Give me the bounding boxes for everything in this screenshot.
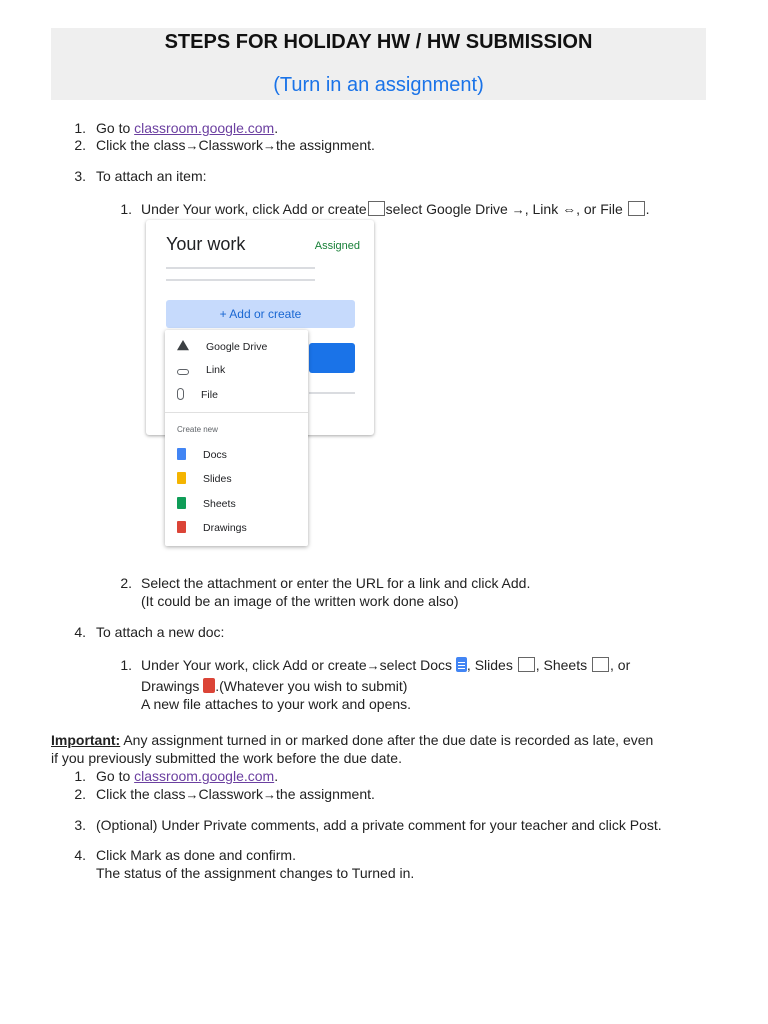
step-3-2-line2: (It could be an image of the written work done also) xyxy=(141,593,459,609)
step-4: To attach a new doc: xyxy=(96,624,225,640)
list-number: 3. xyxy=(74,817,86,833)
status-badge: Assigned xyxy=(314,240,360,252)
step-4-1-line3: A new file attaches to your work and opens. xyxy=(141,696,412,712)
classroom-link[interactable]: classroom.google.com xyxy=(134,120,275,136)
page-header xyxy=(51,28,706,100)
important-step-4-line2: The status of the assignment changes to Turned in. xyxy=(96,865,415,881)
add-menu xyxy=(165,330,308,546)
menu-item-drawings[interactable]: Drawings xyxy=(177,521,247,534)
list-number: 2. xyxy=(74,786,86,802)
list-number: 1. xyxy=(120,657,132,673)
list-number: 1. xyxy=(120,201,132,217)
list-number: 4. xyxy=(74,624,86,640)
page-subtitle: (Turn in an assignment) xyxy=(273,74,484,96)
link-icon xyxy=(177,369,189,375)
menu-item-link[interactable]: Link xyxy=(177,364,225,376)
important-line2: if you previously submitted the work before the due date. xyxy=(51,750,402,766)
google-drive-icon xyxy=(177,340,189,352)
important-step-1: Go to classroom.google.com. xyxy=(96,768,279,784)
step-4-1-line2: Drawings .(Whatever you wish to submit) xyxy=(141,678,408,694)
turn-in-button[interactable] xyxy=(309,343,355,373)
step-3-2-line1: Select the attachment or enter the URL for a link and click Add. xyxy=(141,575,531,591)
important-line1: Important: Any assignment turned in or marked done after the due date is recorded as late, even xyxy=(51,732,654,748)
placeholder-line xyxy=(309,392,355,394)
link-icon: ⇔ xyxy=(562,201,577,217)
step-4-1-line1: Under Your work, click Add or create→select Docs , Slides , Sheets , or xyxy=(141,657,631,673)
menu-item-sheets[interactable]: Sheets xyxy=(177,497,236,510)
page-title: STEPS FOR HOLIDAY HW / HW SUBMISSION xyxy=(164,31,593,53)
menu-item-file[interactable]: File xyxy=(177,388,218,401)
paperclip-icon xyxy=(177,388,184,400)
step-1: Go to classroom.google.com. xyxy=(96,120,279,136)
arrow-icon: → xyxy=(185,787,199,802)
file-icon xyxy=(628,201,645,216)
divider xyxy=(165,412,308,413)
list-number: 2. xyxy=(74,137,86,153)
list-number: 1. xyxy=(74,768,86,784)
step-2: Click the class→Classwork→the assignment. xyxy=(96,137,375,153)
list-number: 4. xyxy=(74,847,86,863)
drawings-icon xyxy=(177,521,186,533)
sheets-icon xyxy=(177,497,186,509)
important-step-4-line1: Click Mark as done and confirm. xyxy=(96,847,296,863)
menu-item-slides[interactable]: Slides xyxy=(177,472,232,485)
add-or-create-button[interactable]: + Add or create xyxy=(166,300,355,328)
menu-item-google-drive[interactable]: Google Drive xyxy=(177,340,267,353)
card-title: Your work xyxy=(166,234,246,254)
arrow-icon: → xyxy=(263,138,277,153)
step-3-1: Under Your work, click Add or create select Google Drive →, Link ⇔, or File . xyxy=(141,201,650,217)
arrow-icon: → xyxy=(185,138,199,153)
docs-icon xyxy=(177,448,186,460)
drawings-icon xyxy=(203,678,215,693)
create-new-label: Create new xyxy=(177,425,218,434)
arrow-icon: → xyxy=(366,658,380,673)
classroom-link[interactable]: classroom.google.com xyxy=(134,768,275,784)
list-number: 1. xyxy=(74,120,86,136)
list-number: 2. xyxy=(120,575,132,591)
add-icon xyxy=(368,201,385,216)
important-label: Important: xyxy=(51,732,121,748)
step-3: To attach an item: xyxy=(96,168,207,184)
sheets-icon xyxy=(592,657,609,672)
placeholder-line xyxy=(166,267,315,269)
important-step-3: (Optional) Under Private comments, add a private comment for your teacher and click Post. xyxy=(96,817,662,833)
slides-icon xyxy=(177,472,186,484)
menu-item-docs[interactable]: Docs xyxy=(177,448,227,461)
arrow-icon: → xyxy=(263,787,277,802)
arrow-icon: → xyxy=(511,202,525,217)
important-step-2: Click the class→Classwork→the assignment. xyxy=(96,786,375,802)
slides-icon xyxy=(518,657,535,672)
docs-icon xyxy=(456,657,467,672)
placeholder-line xyxy=(166,279,315,281)
list-number: 3. xyxy=(74,168,86,184)
